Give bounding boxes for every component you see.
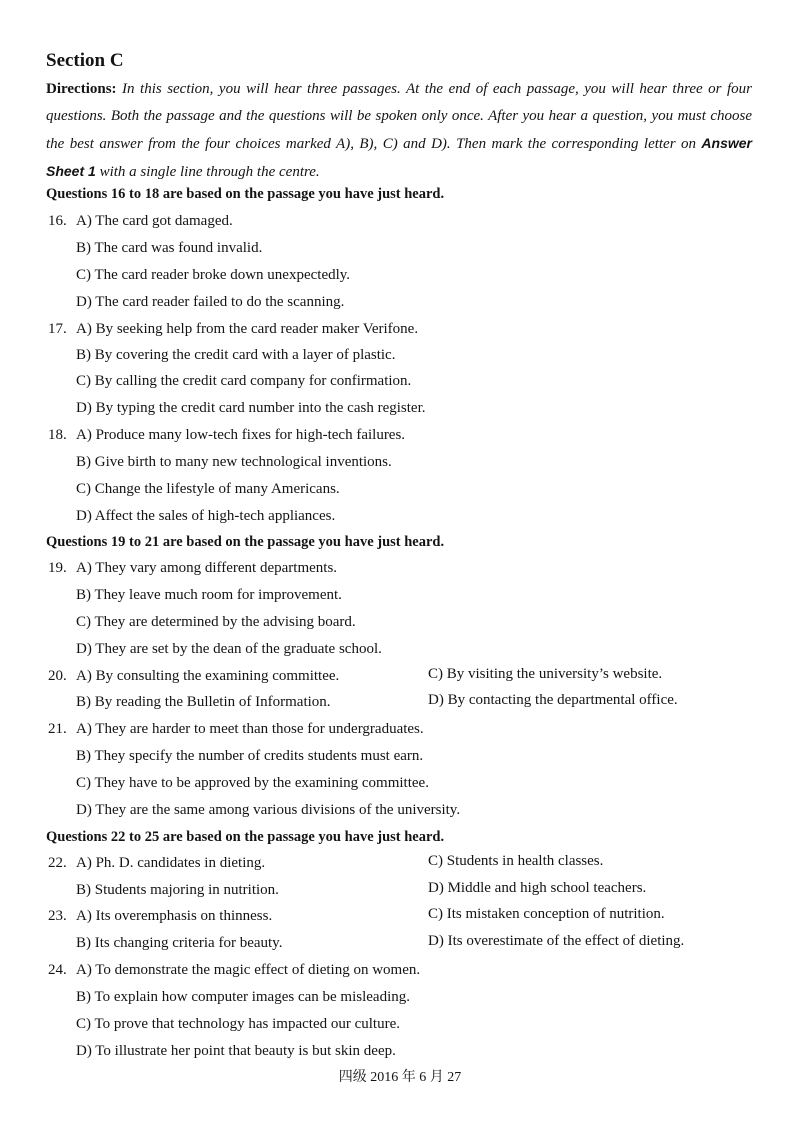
- section-title: Section C: [46, 50, 124, 71]
- question-number: 20.: [48, 668, 67, 684]
- question-number: 24.: [48, 962, 67, 978]
- option-22-d: D) Middle and high school teachers.: [428, 880, 647, 896]
- option-21-b: B) They specify the number of credits students must earn.: [76, 748, 424, 764]
- question-21: [48, 721, 424, 738]
- option-23-b: B) Its changing criteria for beauty.: [76, 935, 283, 951]
- option-22-b: B) Students majoring in nutrition.: [76, 882, 279, 898]
- option-16-c: C) The card reader broke down unexpectedly.: [76, 267, 351, 283]
- question-number: 19.: [48, 560, 67, 576]
- option-19-a: A) They vary among different departments.: [76, 560, 338, 576]
- question-number: 18.: [48, 427, 67, 443]
- option-18-d: D) Affect the sales of high-tech appliances.: [76, 508, 336, 524]
- answer-sheet-label: Answer Sheet 1: [46, 135, 752, 179]
- option-16-a: A) The card got damaged.: [76, 213, 233, 229]
- question-20: [48, 668, 339, 685]
- option-17-d: D) By typing the credit card number into the cash register.: [76, 400, 426, 416]
- directions-paragraph: [46, 76, 752, 186]
- option-19-c: C) They are determined by the advising board.: [76, 614, 356, 630]
- option-17-c: C) By calling the credit card company for confirmation.: [76, 373, 412, 389]
- option-20-d: D) By contacting the departmental office.: [428, 692, 678, 708]
- option-23-a: A) Its overemphasis on thinness.: [76, 908, 273, 924]
- option-20-b: B) By reading the Bulletin of Information.: [76, 694, 331, 710]
- question-number: 16.: [48, 213, 67, 229]
- option-21-c: C) They have to be approved by the examining committee.: [76, 775, 429, 791]
- option-23-c: C) Its mistaken conception of nutrition.: [428, 906, 665, 922]
- page-footer: 四级 2016 年 6 月 27: [338, 1070, 462, 1085]
- option-17-a: A) By seeking help from the card reader maker Verifone.: [76, 321, 419, 337]
- option-24-b: B) To explain how computer images can be misleading.: [76, 989, 411, 1005]
- directions-text-2: with a single line through the centre.: [95, 164, 320, 180]
- question-number: 23.: [48, 908, 67, 924]
- option-18-c: C) Change the lifestyle of many Americans.: [76, 481, 340, 497]
- question-16: [48, 213, 233, 230]
- question-number: 22.: [48, 855, 67, 871]
- group-heading-22-25: Questions 22 to 25 are based on the passage you have just heard.: [46, 829, 445, 845]
- question-24: [48, 962, 420, 979]
- question-number: 17.: [48, 321, 67, 337]
- option-21-d: D) They are the same among various divisions of the university.: [76, 802, 461, 818]
- question-23: [48, 908, 272, 925]
- question-22: [48, 855, 265, 872]
- group-heading-16-18: Questions 16 to 18 are based on the passage you have just heard.: [46, 186, 445, 202]
- option-24-d: D) To illustrate her point that beauty is but skin deep.: [76, 1043, 396, 1059]
- option-16-d: D) The card reader failed to do the scanning.: [76, 294, 345, 310]
- directions-lead: Directions:: [46, 81, 117, 97]
- option-22-c: C) Students in health classes.: [428, 853, 604, 869]
- directions-text-1: In this section, you will hear three passages. At the end of each passage, you will hear three or four questions. Both the passage and the questions will be spoken only once. After you hear a question, you must choose the best answer from the four choices marked A), B), C) and D). Then mark the corresponding letter on: [46, 81, 752, 152]
- option-24-a: A) To demonstrate the magic effect of dieting on women.: [76, 962, 421, 978]
- option-17-b: B) By covering the credit card with a layer of plastic.: [76, 347, 396, 363]
- option-20-c: C) By visiting the university’s website.: [428, 666, 663, 682]
- option-19-b: B) They leave much room for improvement.: [76, 587, 342, 603]
- option-23-d: D) Its overestimate of the effect of dieting.: [428, 933, 685, 949]
- question-19: [48, 560, 337, 577]
- question-number: 21.: [48, 721, 67, 737]
- question-17: [48, 321, 418, 338]
- option-22-a: A) Ph. D. candidates in dieting.: [76, 855, 266, 871]
- option-18-a: A) Produce many low-tech fixes for high-tech failures.: [76, 427, 406, 443]
- option-20-a: A) By consulting the examining committee.: [76, 668, 340, 684]
- option-19-d: D) They are set by the dean of the graduate school.: [76, 641, 382, 657]
- option-16-b: B) The card was found invalid.: [76, 240, 263, 256]
- question-18: [48, 427, 405, 444]
- option-18-b: B) Give birth to many new technological inventions.: [76, 454, 392, 470]
- option-21-a: A) They are harder to meet than those for undergraduates.: [76, 721, 424, 737]
- option-24-c: C) To prove that technology has impacted our culture.: [76, 1016, 401, 1032]
- group-heading-19-21: Questions 19 to 21 are based on the passage you have just heard.: [46, 534, 445, 550]
